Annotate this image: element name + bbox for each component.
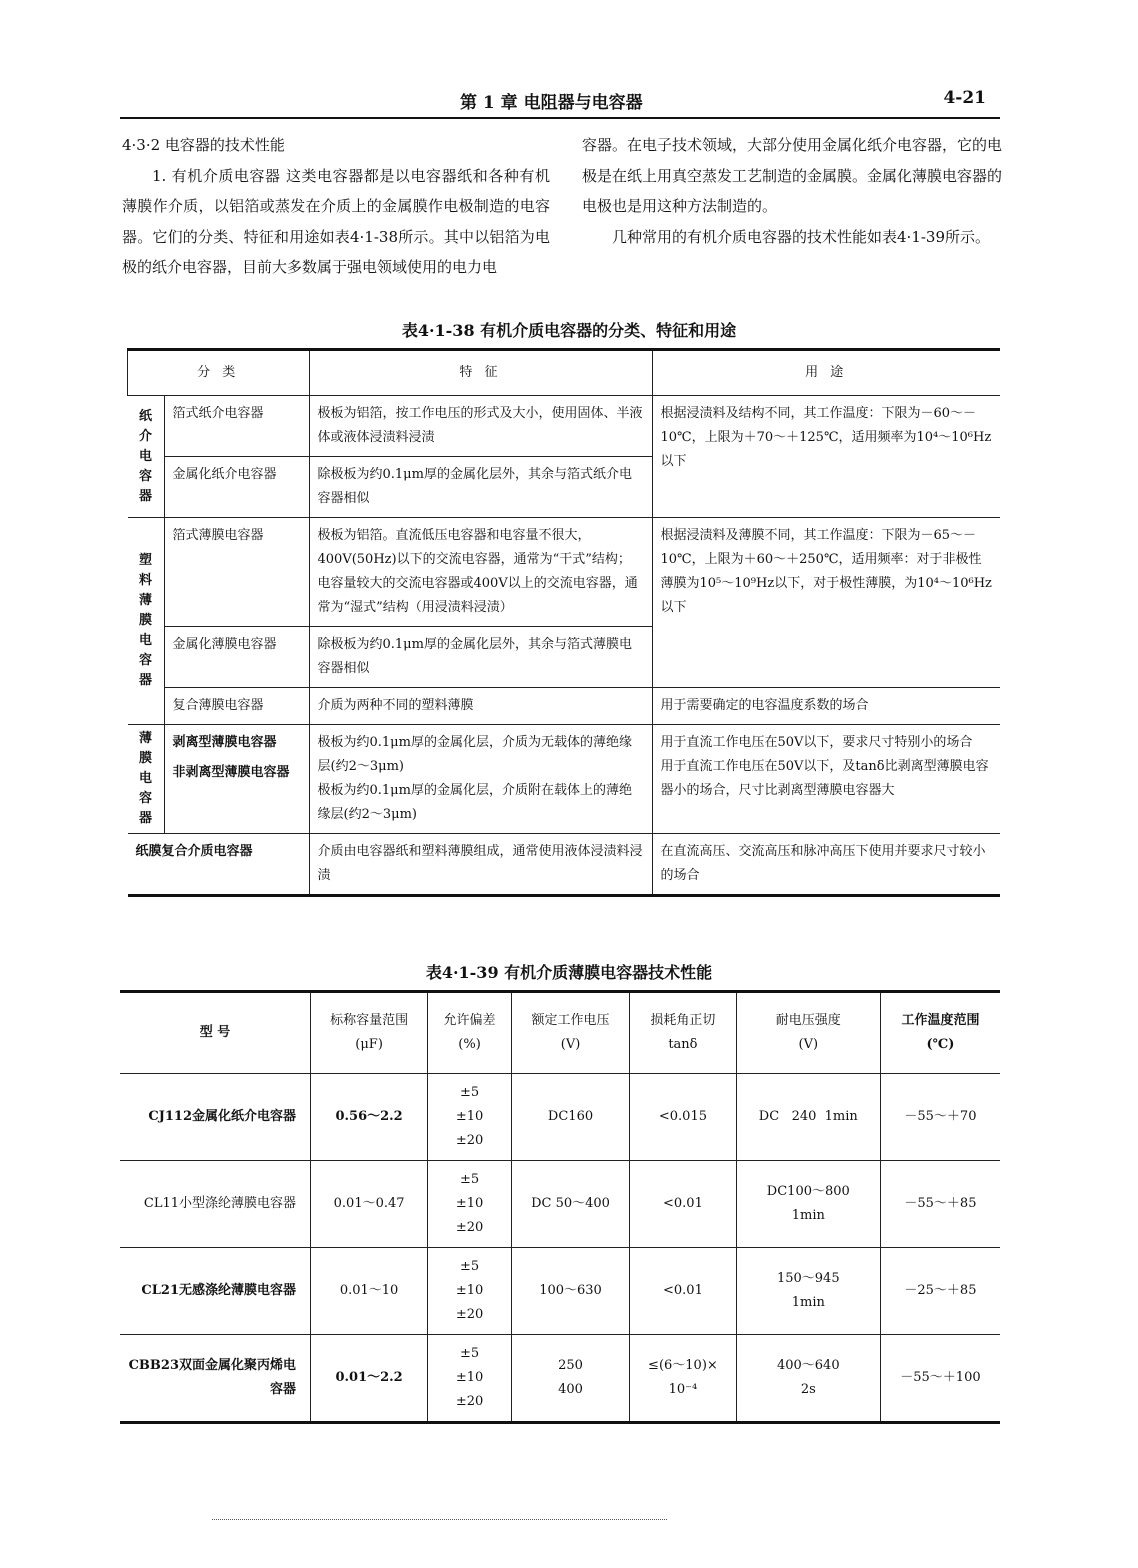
cell-tolerance: ±5 ±10 ±20	[428, 1248, 512, 1335]
cell-voltage: 100～630	[511, 1248, 629, 1335]
table-row	[120, 1161, 1000, 1248]
right-column	[582, 130, 1002, 252]
group-paper-label: 纸介电容器	[128, 396, 165, 518]
row-feature-pair	[309, 725, 652, 834]
row-subtype: 箔式薄膜电容器	[164, 518, 309, 627]
row-use: 用于需要确定的电容温度系数的场合	[652, 688, 1000, 725]
table-row	[120, 1335, 1000, 1423]
cell-temp: －25～＋85	[880, 1248, 1000, 1335]
table-row	[128, 725, 1001, 834]
left-column	[122, 130, 550, 283]
row-feature: 极板为铝箔，按工作电压的形式及大小，使用固体、半液体或液体浸渍料浸渍	[309, 396, 652, 457]
table-39-title: 表4·1-39 有机介质薄膜电容器技术性能	[425, 963, 713, 982]
table-row	[128, 396, 1001, 457]
cell-temp: －55～＋70	[880, 1074, 1000, 1161]
row-use: 用于直流工作电压在50V以下，要求尺寸特别小的场合	[660, 735, 973, 750]
page-number: 4-21	[943, 88, 986, 108]
group-film-label: 塑料薄膜电容器	[128, 518, 165, 725]
row-use: 根据浸渍料及结构不同，其工作温度：下限为－60～－10℃，上限为＋70～＋125℃，适用频率为10⁴～10⁶Hz以下	[652, 396, 1000, 518]
header-model: 型 号	[120, 992, 311, 1074]
cell-tan: ≤(6～10)× 10⁻⁴	[630, 1335, 737, 1423]
header-capacitance: 标称容量范围 (μF)	[311, 992, 428, 1074]
table-header-category: 分 类	[128, 350, 310, 396]
table-header-row	[120, 992, 1000, 1074]
cell-tan: <0.01	[630, 1161, 737, 1248]
row-use-pair	[652, 725, 1000, 834]
section-paragraph-continued: 容器。在电子技术领域，大部分使用金属化纸介电容器，它的电极是在纸上用真空蒸发工艺制造的金属膜。金属化薄膜电容器的电极也是用这种方法制造的。	[582, 136, 1003, 215]
header-withstand: 耐电压强度 (V)	[736, 992, 880, 1074]
cell-withstand: DC 240 1min	[736, 1074, 880, 1161]
cell-withstand: 150～945 1min	[736, 1248, 880, 1335]
table-38	[127, 348, 1000, 897]
cell-capacitance: 0.01～2.2	[311, 1335, 428, 1423]
row-subtype-pair	[164, 725, 309, 834]
cell-withstand: 400～640 2s	[736, 1335, 880, 1423]
row-subtype: 非剥离型薄膜电容器	[172, 765, 290, 780]
header-tolerance: 允许偏差 (%)	[428, 992, 512, 1074]
cell-voltage: DC 50～400	[511, 1161, 629, 1248]
table-header-feature: 特 征	[309, 350, 652, 396]
cell-voltage: 250 400	[511, 1335, 629, 1423]
row-feature: 极板为铝箔。直流低压电容器和电容量不很大，400V(50Hz)以下的交流电容器，通常为“干式”结构；电容量较大的交流电容器或400V以上的交流电容器，通常为“湿式”结构（用浸渍料浸渍）	[309, 518, 652, 627]
row-subtype: 剥离型薄膜电容器	[172, 735, 277, 750]
cell-temp: －55～＋100	[880, 1335, 1000, 1423]
table-row	[120, 1074, 1000, 1161]
cell-tan: <0.01	[630, 1248, 737, 1335]
row-feature: 介质为两种不同的塑料薄膜	[309, 688, 652, 725]
footer-dotted-rule	[212, 1519, 667, 1520]
cell-tolerance: ±5 ±10 ±20	[428, 1074, 512, 1161]
row-feature: 极板为约0.1μm厚的金属化层，介质为无载体的薄绝缘层(约2～3μm)	[317, 735, 632, 774]
row-feature: 介质由电容器纸和塑料薄膜组成，通常使用液体浸渍料浸渍	[309, 834, 652, 896]
cell-capacitance: 0.01～0.47	[311, 1161, 428, 1248]
cell-tolerance: ±5 ±10 ±20	[428, 1335, 512, 1423]
header-voltage: 额定工作电压 (V)	[511, 992, 629, 1074]
row-use: 在直流高压、交流高压和脉冲高压下使用并要求尺寸较小的场合	[652, 834, 1000, 896]
row-feature: 除极板为约0.1μm厚的金属化层外，其余与箔式纸介电容器相似	[309, 457, 652, 518]
cell-model: CL11小型涤纶薄膜电容器	[120, 1161, 311, 1248]
cell-model: CL21无感涤纶薄膜电容器	[120, 1248, 311, 1335]
header-rule	[120, 117, 1000, 119]
cell-capacitance: 0.56～2.2	[311, 1074, 428, 1161]
section-title: 4·3·2 电容器的技术性能	[122, 136, 285, 154]
table-39	[120, 990, 1000, 1424]
cell-withstand: DC100～800 1min	[736, 1161, 880, 1248]
row-subtype: 纸膜复合介质电容器	[128, 834, 310, 896]
cell-temp: －55～＋85	[880, 1161, 1000, 1248]
cell-tan: <0.015	[630, 1074, 737, 1161]
section-paragraph: 1. 有机介质电容器 这类电容器都是以电容器纸和各种有机薄膜作介质，以铝箔或蒸发在介质上的金属膜作电极制造的电容器。它们的分类、特征和用途如表4·1-38所示。其中以铝箔为电极的纸介电容器，目前大多数属于强电领域使用的电力电	[122, 166, 550, 276]
row-feature: 极板为约0.1μm厚的金属化层，介质附在载体上的薄绝缘层(约2～3μm)	[317, 783, 632, 822]
table-row	[128, 688, 1001, 725]
table-38-title: 表4·1-38 有机介质电容器的分类、特征和用途	[401, 321, 737, 340]
cell-voltage: DC160	[511, 1074, 629, 1161]
group-thin-label: 薄膜电容器	[128, 725, 165, 834]
cell-model: CJ112金属化纸介电容器	[120, 1074, 311, 1161]
row-use: 用于直流工作电压在50V以下，及tanδ比剥离型薄膜电容器小的场合，尺寸比剥离型薄膜电容器大	[660, 759, 989, 798]
cell-capacitance: 0.01～10	[311, 1248, 428, 1335]
row-subtype: 金属化纸介电容器	[164, 457, 309, 518]
cell-model: CBB23双面金属化聚丙烯电容器	[120, 1335, 311, 1423]
row-subtype: 金属化薄膜电容器	[164, 627, 309, 688]
table-header-use: 用 途	[652, 350, 1000, 396]
table-row	[128, 834, 1001, 896]
running-header	[120, 88, 1000, 114]
table-row	[120, 1248, 1000, 1335]
chapter-title: 第 1 章 电阻器与电容器	[460, 93, 643, 113]
header-tan: 损耗角正切 tanδ	[630, 992, 737, 1074]
row-subtype: 复合薄膜电容器	[164, 688, 309, 725]
cell-tolerance: ±5 ±10 ±20	[428, 1161, 512, 1248]
header-temp: 工作温度范围 (℃)	[880, 992, 1000, 1074]
table-row	[128, 518, 1001, 627]
row-use: 根据浸渍料及薄膜不同，其工作温度：下限为－65～－10℃，上限为＋60～＋250℃，适用频率：对于非极性薄膜为10⁵～10⁹Hz以下，对于极性薄膜，为10⁴～10⁶Hz以下	[652, 518, 1000, 688]
section-paragraph-2: 几种常用的有机介质电容器的技术性能如表4·1-39所示。	[612, 227, 991, 246]
row-feature: 除极板为约0.1μm厚的金属化层外，其余与箔式薄膜电容器相似	[309, 627, 652, 688]
row-subtype: 箔式纸介电容器	[164, 396, 309, 457]
